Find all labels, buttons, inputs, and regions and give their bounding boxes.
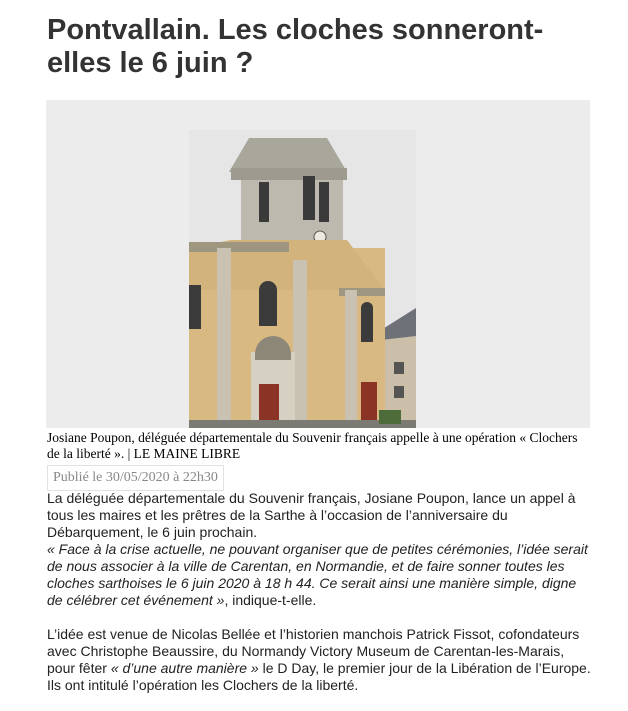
quote-attribution: , indique-t-elle. xyxy=(224,592,317,608)
origin-quote: « d’une autre manière » xyxy=(110,660,259,676)
publication-date: Publié le 30/05/2020 à 22h30 xyxy=(47,465,224,491)
paragraph-quote xyxy=(47,541,592,609)
paragraph-intro: La déléguée départementale du Souvenir français, Josiane Poupon, lance un appel à tous les maires et les prêtres de la Sarthe à l’occasion de l’anniversaire du Débarquement, le 6 juin prochain. xyxy=(47,490,576,540)
article-title: Pontvallain. Les cloches sonneront-elles le 6 juin ? xyxy=(47,14,544,79)
origin-text-start: L’idée est venue de Nicolas Bellée et l’historien manchois Patrick Fissot, cofondateurs avec Christophe Beaussire, du Normandy Victory Museum de Carentan-les-Marais, pour fêter xyxy=(47,626,580,676)
origin-text-end: le D Day, le premier jour de la Libération de l’Europe. Ils ont intitulé l’opération les Clochers de la liberté. xyxy=(47,660,591,693)
photo-frame xyxy=(46,100,590,428)
church-photo[interactable] xyxy=(189,130,416,428)
article-body xyxy=(47,490,592,711)
paragraph-origin xyxy=(47,626,592,694)
photo-caption: Josiane Poupon, déléguée départementale du Souvenir français appelle à une opération « Clochers de la liberté ». | LE MAINE LIBRE xyxy=(47,430,578,461)
quote-text: « Face à la crise actuelle, ne pouvant organiser que de petites cérémonies, l’idée serait de nous associer à la ville de Carentan, en Normandie, et de faire sonner toutes les cloches sarthoises le 6 juin 2020 à 18 h 44. Ce serait ainsi une manière simple, digne de célébrer cet événement » xyxy=(47,541,588,608)
